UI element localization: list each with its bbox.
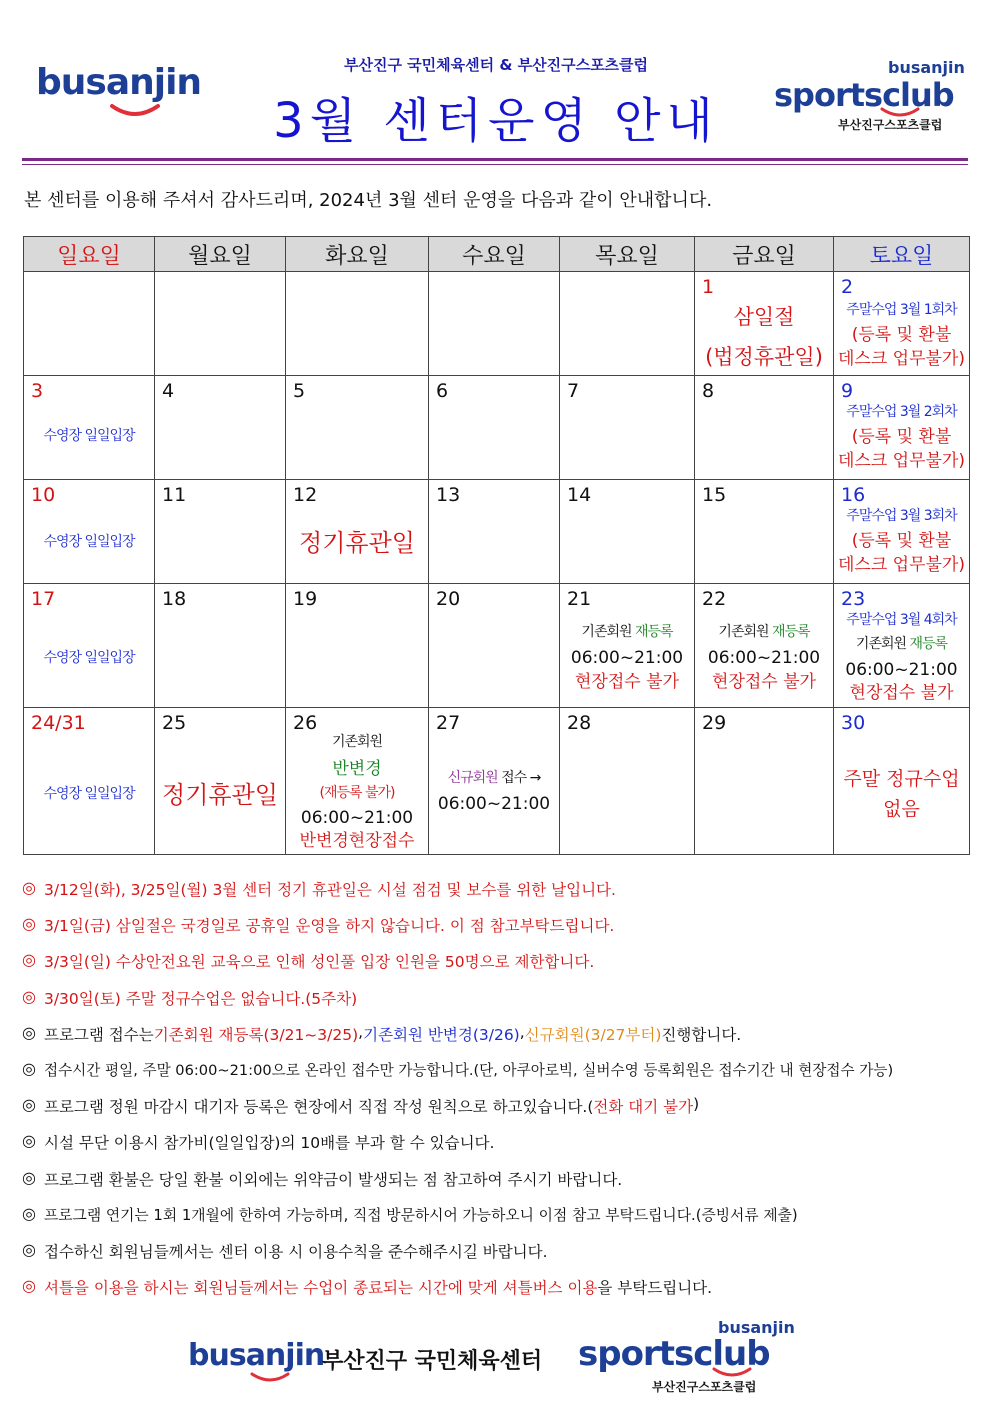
weekend-class-label: 주말수업 3월 3회차 xyxy=(846,508,957,524)
calendar-cell-23 xyxy=(834,584,970,708)
calendar-cell-11 xyxy=(155,480,286,584)
day-number: 13 xyxy=(436,484,461,506)
day-number: 20 xyxy=(436,588,461,610)
day-number: 2 xyxy=(841,276,854,298)
day-number: 22 xyxy=(702,588,727,610)
calendar-cell-15 xyxy=(695,480,834,584)
footer-logo-smile-icon xyxy=(250,1372,290,1384)
day-number: 28 xyxy=(567,712,592,734)
notice-item: ◎ 프로그램 연기는 1회 1개월에 한하여 가능하며, 직접 방문하시어 가능하오니 이점 참고 부탁드립니다.(증빙서류 제출) xyxy=(22,1203,798,1224)
day-number: 18 xyxy=(162,588,187,610)
calendar-week-5 xyxy=(24,708,970,855)
busanjin-logo: busanjin xyxy=(36,62,202,103)
day-number: 12 xyxy=(293,484,318,506)
notice-item: ◎ 3/1일(금) 삼일절은 국경일로 공휴일 운영을 하지 않습니다. 이 점 참고부탁드립니다. xyxy=(22,914,615,936)
class-change-onsite: 반변경현장접수 xyxy=(299,831,415,851)
rereg-label: 기존회원 재등록 xyxy=(718,624,810,640)
day-number: 26 xyxy=(293,712,318,734)
footer-sportsclub-logo-korean: 부산진구스포츠클럽 xyxy=(652,1380,757,1394)
weekend-note-a: (등록 및 환불 xyxy=(851,427,952,447)
day-number: 23 xyxy=(841,588,866,610)
notice-item: ◎ 접수하신 회원님들께서는 센터 이용 시 이용수칙을 준수해주시길 바랍니다. xyxy=(22,1239,548,1261)
notice-item: ◎ 프로그램 접수는 기존회원 재등록(3/21~3/25) , 기존회원 반변경(3/26) , 신규회원(3/27부터) 진행합니다. xyxy=(22,1022,742,1044)
day-header-mon: 월요일 xyxy=(155,237,286,272)
calendar-cell-28 xyxy=(560,708,695,855)
day-header-wed: 수요일 xyxy=(429,237,560,272)
page-title: 3월 센터운영 안내 xyxy=(273,93,719,149)
day-number: 10 xyxy=(31,484,56,506)
calendar-cell-29 xyxy=(695,708,834,855)
day-number: 21 xyxy=(567,588,592,610)
calendar-cell-empty xyxy=(24,272,155,376)
class-change-time: 06:00~21:00 xyxy=(300,808,414,828)
day-number: 8 xyxy=(702,380,715,402)
notice-item: ◎ 접수시간 평일, 주말 06:00~21:00으로 온라인 접수만 가능합니다.(단, 아쿠아로빅, 실버수영 등록회원은 접수기간 내 현장접수 가능) xyxy=(22,1058,894,1079)
calendar-cell-21 xyxy=(560,584,695,708)
pool-daily-entry: 수영장 일일입장 xyxy=(43,428,135,444)
notice-item: ◎ 3/3일(일) 수상안전요원 교육으로 인해 성인풀 입장 인원을 50명으로 제한합니다. xyxy=(22,950,595,972)
weekend-class-label: 주말수업 3월 4회차 xyxy=(846,612,957,628)
pool-daily-entry: 수영장 일일입장 xyxy=(43,786,135,802)
footer-center-text: 부산진구 국민체육센터 xyxy=(322,1349,543,1374)
weekend-note-a: (등록 및 환불 xyxy=(851,531,952,551)
day-header-sat: 토요일 xyxy=(834,237,970,272)
calendar-cell-8 xyxy=(695,376,834,480)
holiday-name: 삼일절 xyxy=(733,305,795,329)
existing-member-label: 기존회원 xyxy=(331,734,383,750)
no-weekend-class-a: 주말 정규수업 xyxy=(843,768,960,790)
day-number: 27 xyxy=(436,712,461,734)
notice-item: ◎ 3/30일(토) 주말 정규수업은 없습니다.(5주차) xyxy=(22,986,358,1008)
weekend-class-label: 주말수업 3월 2회차 xyxy=(846,404,957,420)
calendar-cell-16 xyxy=(834,480,970,584)
calendar-cell-25 xyxy=(155,708,286,855)
day-header-fri: 금요일 xyxy=(695,237,834,272)
calendar-cell-26 xyxy=(286,708,429,855)
rereg-not-allowed: (재등록 불가) xyxy=(319,785,395,801)
day-number: 30 xyxy=(841,712,866,734)
day-number: 29 xyxy=(702,712,727,734)
calendar-table xyxy=(23,236,970,855)
calendar-cell-1 xyxy=(695,272,834,376)
day-number: 1 xyxy=(702,276,715,298)
calendar-cell-13 xyxy=(429,480,560,584)
day-number: 6 xyxy=(436,380,449,402)
calendar-cell-6 xyxy=(429,376,560,480)
weekend-note-a: (등록 및 환불 xyxy=(851,325,952,345)
calendar-cell-14 xyxy=(560,480,695,584)
calendar-header-row xyxy=(24,237,970,272)
calendar-cell-2 xyxy=(834,272,970,376)
notice-item: ◎ 시설 무단 이용시 참가비(일일입장)의 10배를 부과 할 수 있습니다. xyxy=(22,1131,495,1153)
calendar-cell-empty xyxy=(155,272,286,376)
day-number: 5 xyxy=(293,380,306,402)
calendar-cell-7 xyxy=(560,376,695,480)
notice-item: ◎ 프로그램 정원 마감시 대기자 등록은 현장에서 직접 작성 원칙으로 하고있습니다.( 전화 대기 불가 ) xyxy=(22,1095,700,1117)
weekend-class-label: 주말수업 3월 1회차 xyxy=(846,302,957,318)
intro-text: 본 센터를 이용해 주셔서 감사드리며, 2024년 3월 센터 운영을 다음과 같이 안내합니다. xyxy=(24,190,713,211)
weekend-note-b: 데스크 업무불가) xyxy=(838,451,965,471)
rereg-time: 06:00~21:00 xyxy=(707,648,821,668)
day-number: 14 xyxy=(567,484,592,506)
regular-closed-day: 정기휴관일 xyxy=(299,529,415,557)
sportsclub-logo-korean: 부산진구스포츠클럽 xyxy=(838,118,943,132)
notice-item: ◎ 프로그램 환불은 당일 환불 이외에는 위약금이 발생되는 점 참고하여 주시기 바랍니다. xyxy=(22,1167,623,1189)
calendar-cell-18 xyxy=(155,584,286,708)
day-number: 4 xyxy=(162,380,175,402)
onsite-not-allowed: 현장접수 불가 xyxy=(712,672,816,692)
calendar-cell-3 xyxy=(24,376,155,480)
weekend-note-b: 데스크 업무불가) xyxy=(838,349,965,369)
no-weekend-class-b: 없음 xyxy=(883,798,920,820)
new-member-time: 06:00~21:00 xyxy=(437,794,551,814)
calendar-cell-5 xyxy=(286,376,429,480)
calendar-cell-12 xyxy=(286,480,429,584)
day-header-sun: 일요일 xyxy=(24,237,155,272)
weekend-note-b: 데스크 업무불가) xyxy=(838,555,965,575)
calendar-week-4 xyxy=(24,584,970,708)
day-number: 16 xyxy=(841,484,866,506)
calendar-week-1 xyxy=(24,272,970,376)
footer-sportsclub-logo-small: busanjin xyxy=(718,1318,795,1337)
calendar-cell-24-31 xyxy=(24,708,155,855)
pool-daily-entry: 수영장 일일입장 xyxy=(43,534,135,550)
header-subtitle: 부산진구 국민체육센터 & 부산진구스포츠클럽 xyxy=(343,56,649,74)
header-divider xyxy=(22,158,968,161)
header-divider-thin xyxy=(22,164,968,165)
calendar-cell-9 xyxy=(834,376,970,480)
rereg-time: 06:00~21:00 xyxy=(845,660,958,680)
day-number: 7 xyxy=(567,380,580,402)
calendar-week-3 xyxy=(24,480,970,584)
footer-sportsclub-logo: sportsclub xyxy=(578,1334,770,1374)
sportsclub-logo-small: busanjin xyxy=(888,58,965,77)
calendar-cell-4 xyxy=(155,376,286,480)
calendar-cell-10 xyxy=(24,480,155,584)
calendar-cell-22 xyxy=(695,584,834,708)
rereg-label: 기존회원 재등록 xyxy=(855,636,948,652)
day-number: 3 xyxy=(31,380,44,402)
calendar-cell-19 xyxy=(286,584,429,708)
calendar-cell-empty xyxy=(429,272,560,376)
notice-item: ◎ 셔틀을 이용을 하시는 회원님들께서는 수업이 종료되는 시간에 맞게 셔틀버스 이용 을 부탁드립니다. xyxy=(22,1276,713,1298)
calendar-week-2 xyxy=(24,376,970,480)
rereg-time: 06:00~21:00 xyxy=(570,648,684,668)
day-number: 9 xyxy=(841,380,854,402)
calendar-cell-27 xyxy=(429,708,560,855)
onsite-not-allowed: 현장접수 불가 xyxy=(849,683,954,703)
day-number: 15 xyxy=(702,484,727,506)
sportsclub-logo: sportsclub xyxy=(774,76,954,114)
day-number: 19 xyxy=(293,588,318,610)
calendar-cell-empty xyxy=(560,272,695,376)
day-number: 11 xyxy=(162,484,187,506)
day-header-tue: 화요일 xyxy=(286,237,429,272)
calendar-cell-empty xyxy=(286,272,429,376)
pool-daily-entry: 수영장 일일입장 xyxy=(43,650,135,666)
calendar-cell-17 xyxy=(24,584,155,708)
day-number: 17 xyxy=(31,588,56,610)
day-number: 24/31 xyxy=(31,712,86,734)
notice-list xyxy=(22,878,972,1312)
regular-closed-day: 정기휴관일 xyxy=(162,781,278,809)
onsite-not-allowed: 현장접수 불가 xyxy=(575,672,679,692)
day-number: 25 xyxy=(162,712,187,734)
calendar-cell-20 xyxy=(429,584,560,708)
notice-item: ◎ 3/12일(화), 3/25일(월) 3월 센터 정기 휴관일은 시설 점검 및 보수를 위한 날입니다. xyxy=(22,878,616,899)
holiday-note: (법정휴관일) xyxy=(705,345,823,369)
day-header-thu: 목요일 xyxy=(560,237,695,272)
footer-busanjin-logo: busanjin xyxy=(188,1338,325,1373)
calendar-cell-30 xyxy=(834,708,970,855)
new-member-label: 신규회원 접수 → xyxy=(447,770,541,786)
class-change-label: 반변경 xyxy=(332,759,382,779)
rereg-label: 기존회원 재등록 xyxy=(581,624,673,640)
